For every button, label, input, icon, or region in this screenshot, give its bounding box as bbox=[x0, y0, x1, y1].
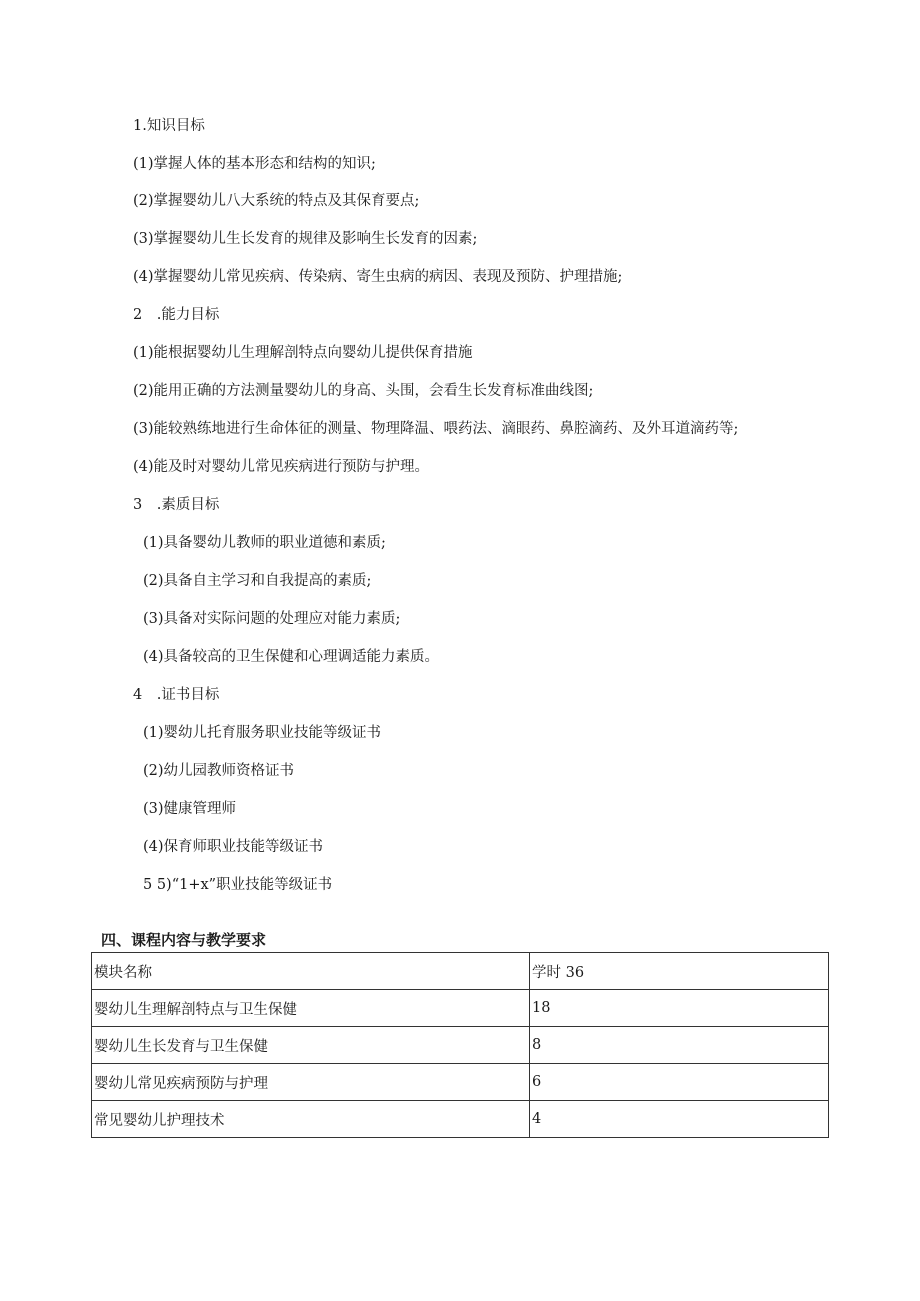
certificate-item-4: (4)保育师职业技能等级证书 bbox=[143, 839, 324, 855]
certificate-goal-title: 4 .证书目标 bbox=[133, 687, 220, 703]
knowledge-item-2: (2)掌握婴幼儿八大系统的特点及其保育要点; bbox=[133, 193, 420, 209]
module-table bbox=[91, 952, 829, 1138]
certificate-item-2: (2)幼儿园教师资格证书 bbox=[143, 763, 295, 779]
knowledge-item-4: (4)掌握婴幼儿常见疾病、传染病、寄生虫病的病因、表现及预防、护理措施; bbox=[133, 269, 623, 285]
knowledge-goal-title: 1.知识目标 bbox=[133, 118, 205, 134]
quality-item-2: (2)具备自主学习和自我提高的素质; bbox=[143, 573, 372, 589]
certificate-item-3: (3)健康管理师 bbox=[143, 801, 237, 817]
module-name: 婴幼儿常见疾病预防与护理 bbox=[92, 1064, 530, 1101]
ability-goal-title: 2 .能力目标 bbox=[133, 307, 220, 323]
table-row bbox=[92, 1064, 829, 1101]
module-hours: 18 bbox=[530, 990, 829, 1027]
certificate-item-1: (1)婴幼儿托育服务职业技能等级证书 bbox=[143, 725, 382, 741]
header-hours: 学时 36 bbox=[530, 953, 829, 990]
module-name: 婴幼儿生理解剖特点与卫生保健 bbox=[92, 990, 530, 1027]
ability-item-1: (1)能根据婴幼儿生理解剖特点向婴幼儿提供保育措施 bbox=[133, 345, 473, 361]
module-name: 婴幼儿生长发育与卫生保健 bbox=[92, 1027, 530, 1064]
quality-item-4: (4)具备较高的卫生保健和心理调适能力素质。 bbox=[143, 649, 440, 665]
module-name: 常见婴幼儿护理技术 bbox=[92, 1101, 530, 1138]
ability-item-3: (3)能较熟练地进行生命体征的测量、物理降温、喂药法、滴眼药、鼻腔滴药、及外耳道滴药等; bbox=[133, 421, 739, 437]
table-row bbox=[92, 1027, 829, 1064]
table-header-row bbox=[92, 953, 829, 990]
ability-item-2: (2)能用正确的方法测量婴幼儿的身高、头围，会看生长发育标准曲线图; bbox=[133, 383, 594, 399]
module-hours: 4 bbox=[530, 1101, 829, 1138]
table-row bbox=[92, 990, 829, 1027]
header-module-name: 模块名称 bbox=[92, 953, 530, 990]
quality-item-1: (1)具备婴幼儿教师的职业道德和素质; bbox=[143, 535, 386, 551]
knowledge-item-1: (1)掌握人体的基本形态和结构的知识; bbox=[133, 156, 376, 172]
section-heading: 四、课程内容与教学要求 bbox=[101, 931, 267, 949]
certificate-item-5: 5 5)“1+x”职业技能等级证书 bbox=[143, 877, 333, 893]
module-hours: 6 bbox=[530, 1064, 829, 1101]
ability-item-4: (4)能及时对婴幼儿常见疾病进行预防与护理。 bbox=[133, 459, 430, 475]
table-row bbox=[92, 1101, 829, 1138]
quality-item-3: (3)具备对实际问题的处理应对能力素质; bbox=[143, 611, 401, 627]
knowledge-item-3: (3)掌握婴幼儿生长发育的规律及影响生长发育的因素; bbox=[133, 231, 478, 247]
module-hours: 8 bbox=[530, 1027, 829, 1064]
quality-goal-title: 3 .素质目标 bbox=[133, 497, 220, 513]
